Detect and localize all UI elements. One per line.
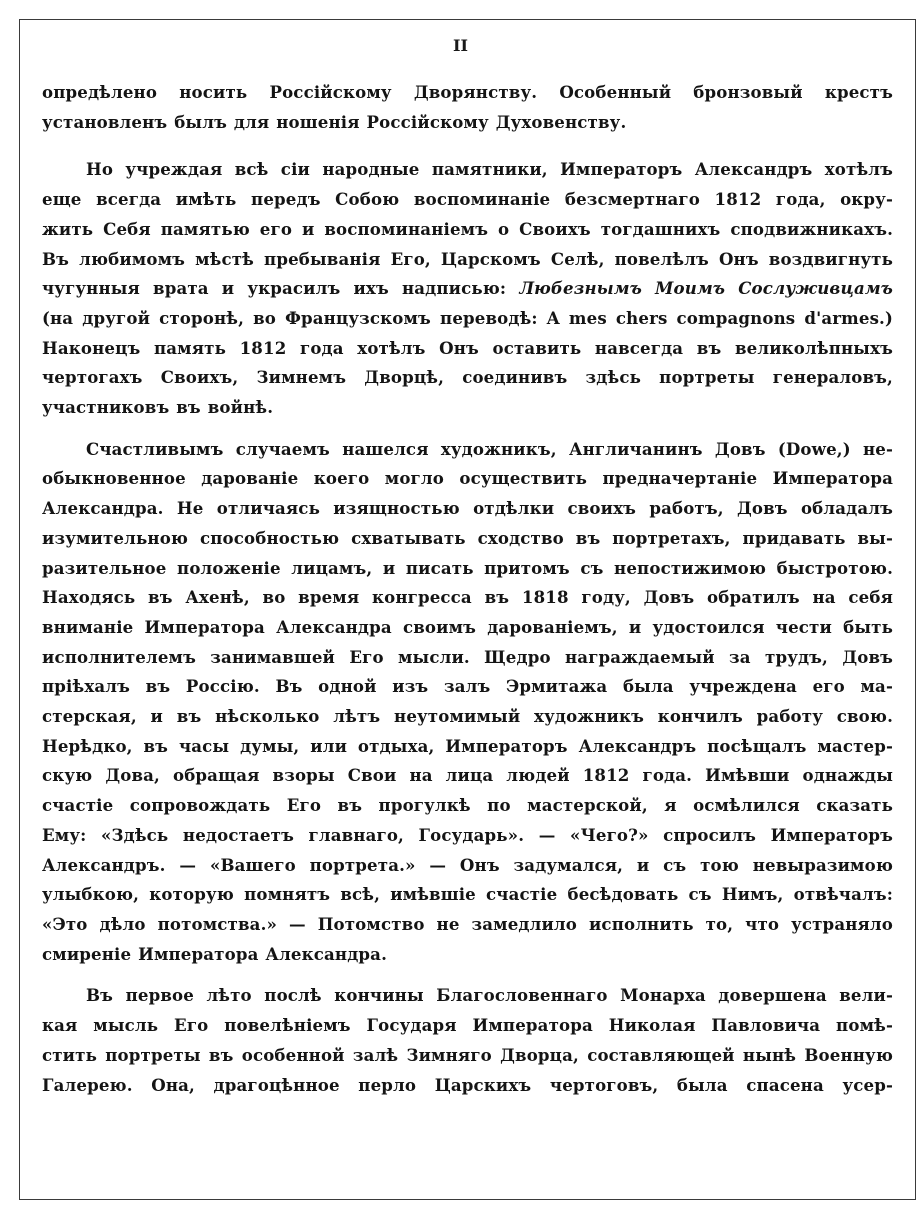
text-line: (на другой сторонѣ, во Французскомъ переводѣ: A mes chers compagnons d'armes.) (42, 307, 893, 328)
text-line: стерская, и въ нѣсколько лѣтъ неутомимый художникъ кончилъ работу свою. (42, 706, 893, 727)
text-line: участниковъ въ войнѣ. (42, 397, 274, 418)
text-line: стить портреты въ особенной залѣ Зимняго Дворца, составляющей нынѣ Военную (42, 1044, 893, 1065)
text-line: обыкновенное дарованіе коего могло осуществить предначертаніе Императора (42, 468, 893, 489)
text-line: смиреніе Императора Александра. (42, 943, 387, 964)
paragraph-monuments (42, 155, 893, 422)
text-line: вниманіе Императора Александра своимъ дарованіемъ, и удостоился чести быть (42, 616, 893, 637)
text-line: Александра. Не отличаясь изящностью отдѣлки своихъ работъ, Довъ обладалъ (42, 498, 893, 519)
text-line: Счастливымъ случаемъ нашелся художникъ, Англичанинъ Довъ (Dowe,) не- (86, 438, 893, 459)
text-line: Галерею. Она, драгоцѣнное перло Царскихъ чертоговъ, была спасена усер- (42, 1074, 893, 1095)
text-line: жить Себя памятью его и воспоминаніемъ о Своихъ тогдашнихъ сподвижникахъ. (42, 218, 893, 239)
text-line: Ему: «Здѣсь недостаетъ главнаго, Государь». — «Чего?» спросилъ Императоръ (42, 824, 893, 845)
text-line: Въ первое лѣто послѣ кончины Благословеннаго Монарха довершена вели- (86, 985, 893, 1006)
paragraph-dowe (42, 435, 893, 970)
text-line: разительное положеніе лицамъ, и писать притомъ съ непостижимою быстротою. (42, 557, 893, 578)
gate-inscription: Любезнымъ Моимъ Сослуживцамъ (519, 278, 893, 299)
text-line: Нерѣдко, въ часы думы, или отдыха, Императоръ Александръ посѣщалъ мастер- (42, 735, 893, 756)
text-line: «Это дѣло потомства.» — Потомство не замедлило исполнить то, что устраняло (42, 913, 893, 934)
text-line: чертогахъ Своихъ, Зимнемъ Дворцѣ, соединивъ здѣсь портреты генераловъ, (42, 367, 893, 388)
text-line: Но учреждая всѣ сіи народные памятники, Императоръ Александръ хотѣлъ (86, 159, 893, 180)
text-line: счастіе сопровождать Его въ прогулкѣ по мастерской, я осмѣлился сказать (42, 795, 893, 816)
paragraph-continuation (42, 78, 893, 137)
text-fragment: чугунныя врата и украсилъ ихъ надписью: (42, 278, 520, 299)
text-line: Наконецъ память 1812 года хотѣлъ Онъ оставить навсегда въ великолѣпныхъ (42, 337, 893, 358)
text-line: Александръ. — «Вашего портрета.» — Онъ задумался, и съ тою невыразимою (42, 854, 893, 875)
page-body (42, 78, 893, 1100)
text-line: Въ любимомъ мѣстѣ пребыванія Его, Царскомъ Селѣ, повелѣлъ Онъ воздвигнуть (42, 248, 893, 269)
page-number: II (453, 36, 468, 55)
text-line: изумительною способностью схватывать сходство въ портретахъ, придавать вы- (42, 527, 893, 548)
text-line: Находясь въ Ахенѣ, во время конгресса въ 1818 году, Довъ обратилъ на себя (42, 587, 893, 608)
text-line: исполнителемъ занимавшей Его мысли. Щедро награждаемый за трудъ, Довъ (42, 646, 893, 667)
paragraph-military-gallery (42, 981, 893, 1100)
text-line: пріѣхалъ въ Россію. Въ одной изъ залъ Эрмитажа была учреждена его ма- (42, 676, 893, 697)
text-line: еще всегда имѣть передъ Собою воспоминаніе безсмертнаго 1812 года, окру- (42, 189, 893, 210)
text-line: установленъ былъ для ношенія Россійскому Духовенству. (42, 111, 627, 132)
text-line: опредѣлено носить Россійскому Дворянству. Особенный бронзовый крестъ (42, 82, 893, 102)
text-line: скую Дова, обращая взоры Свои на лица людей 1812 года. Имѣвши однажды (42, 765, 893, 786)
text-line: кая мысль Его повелѣніемъ Государя Императора Николая Павловича помѣ- (42, 1015, 893, 1036)
text-line-with-inscription (42, 274, 893, 304)
text-line: улыбкою, которую помнятъ всѣ, имѣвшіе счастіе бесѣдовать съ Нимъ, отвѣчалъ: (42, 884, 893, 905)
